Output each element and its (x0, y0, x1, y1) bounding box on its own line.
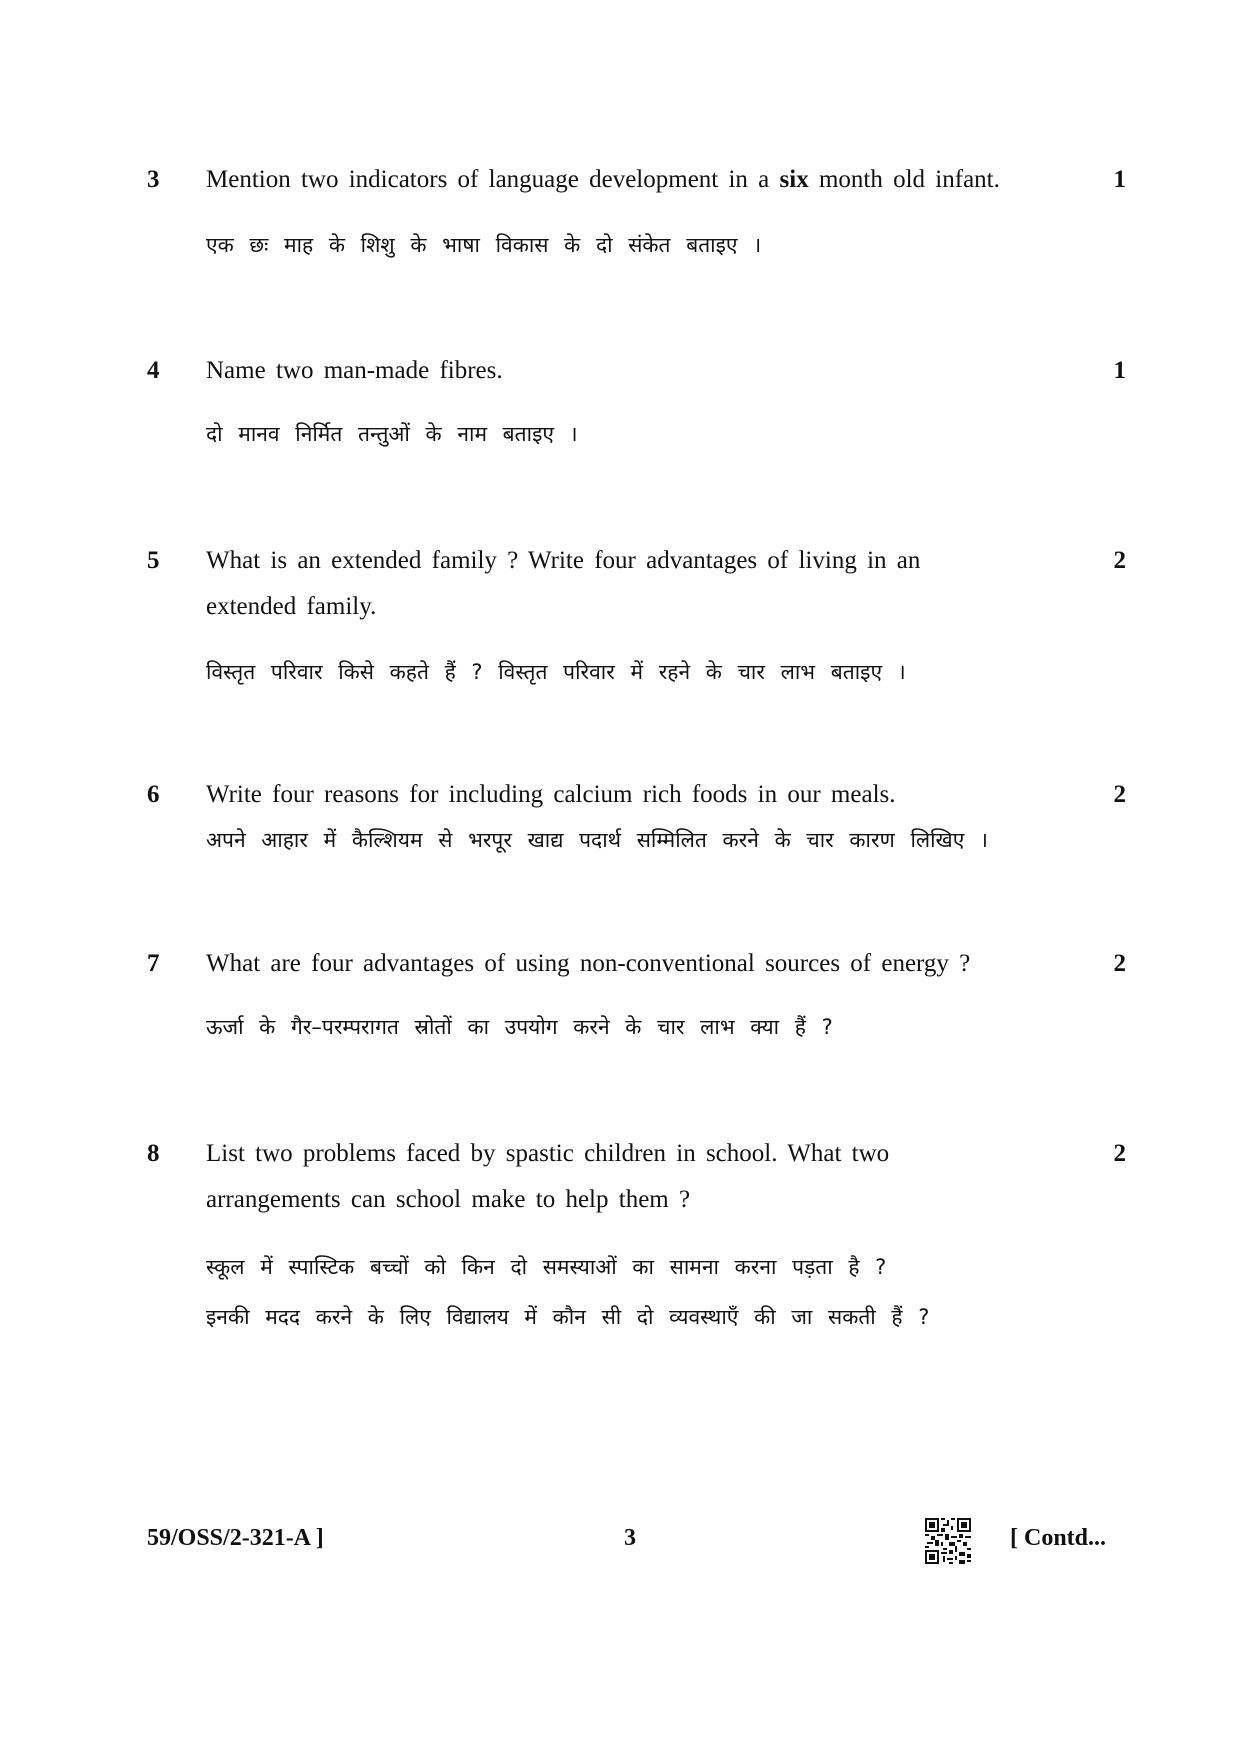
question-number: 3 (147, 166, 160, 193)
question-text-hi: विस्तृत परिवार किसे कहते हैं ? विस्तृत परिवार में रहने के चार लाभ बताइए । (206, 660, 906, 684)
question-marks: 1 (1113, 166, 1126, 193)
question-text-hi-line-1: स्कूल में स्पास्टिक बच्चों को किन दो समस्याओं का सामना करना पड़ता है ? (206, 1255, 887, 1279)
question-text-en-line-1: List two problems faced by spastic children in school. What two (206, 1140, 890, 1167)
question-text-hi: दो मानव निर्मित तन्तुओं के नाम बताइए । (206, 422, 578, 446)
question-text-hi: ऊर्जा के गैर–परम्परागत स्रोतों का उपयोग करने के चार लाभ क्या हैं ? (206, 1015, 833, 1039)
question-text-hi: अपने आहार में कैल्शियम से भरपूर खाद्य पदार्थ सम्मिलित करने के चार कारण लिखिए । (206, 828, 988, 852)
continued-note: [ Contd... (1010, 1525, 1107, 1551)
question-marks: 1 (1113, 357, 1126, 384)
question-text-hi-line-2: इनकी मदद करने के लिए विद्यालय में कौन सी दो व्यवस्थाएँ की जा सकती हैं ? (206, 1305, 930, 1329)
question-number: 8 (147, 1140, 160, 1167)
question-marks: 2 (1113, 781, 1126, 808)
question-marks: 2 (1113, 547, 1126, 574)
question-text-en-line-1: What is an extended family ? Write four advantages of living in an (206, 547, 921, 574)
question-text-en-line-2: extended family. (206, 593, 377, 620)
page-footer (0, 1518, 1240, 1568)
question-text-en: Name two man-made fibres. (206, 357, 503, 384)
question-number: 7 (147, 950, 160, 977)
page-number: 3 (624, 1525, 636, 1551)
question-number: 4 (147, 357, 160, 384)
question-marks: 2 (1113, 950, 1126, 977)
question-text-en: What are four advantages of using non-conventional sources of energy ? (206, 950, 971, 977)
qr-code-icon (925, 1518, 971, 1564)
question-text-hi: एक छः माह के शिशु के भाषा विकास के दो संकेत बताइए । (206, 233, 762, 257)
question-number: 6 (147, 781, 160, 808)
question-marks: 2 (1113, 1140, 1126, 1167)
question-text-en-line-2: arrangements can school make to help them ? (206, 1186, 691, 1213)
paper-code: 59/OSS/2-321-A ] (147, 1525, 324, 1551)
emphasis: six (779, 166, 809, 193)
question-text-en: Mention two indicators of language development in a six month old infant. (206, 166, 1000, 193)
question-number: 5 (147, 547, 160, 574)
question-text-en: Write four reasons for including calcium rich foods in our meals. (206, 781, 896, 808)
